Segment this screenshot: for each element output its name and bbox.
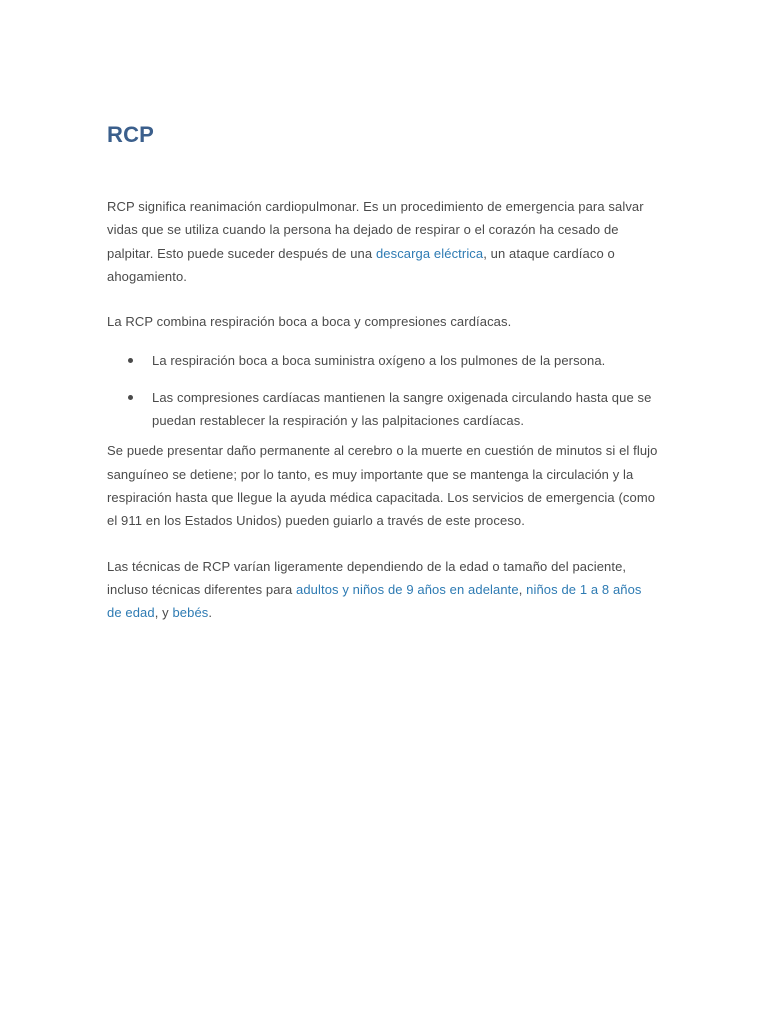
damage-paragraph: Se puede presentar daño permanente al cerebro o la muerte en cuestión de minutos si el flujo sanguíneo se detiene; por lo tanto, es muy importante que se mantenga la circulación y la respiración hasta que llegue la ayuda médica capacitada. Los servicios de emergencia (como el 911 en los Estados Unidos) pueden guiarlo a través de este proceso.: [107, 443, 658, 529]
adults-link[interactable]: adultos y niños de 9 años en adelante: [296, 581, 519, 597]
list-item-text: La respiración boca a boca suministra oxígeno a los pulmones de la persona.: [152, 353, 606, 369]
babies-link[interactable]: bebés: [172, 605, 209, 621]
children-link[interactable]: niños de 1 a 8 años de edad: [107, 581, 642, 621]
page-title: RCP: [107, 122, 155, 147]
intro-paragraph: [107, 195, 659, 288]
techniques-text-before: Las técnicas de RCP varían ligeramente dependiendo de la edad o tamaño del paciente, incluso técnicas diferentes para: [107, 558, 627, 597]
list-item-text: Las compresiones cardíacas mantienen la sangre oxigenada circulando hasta que se puedan restablecer la respiración y las palpitaciones cardíacas.: [152, 390, 652, 429]
bullet-icon: [128, 395, 133, 400]
list-item: [107, 386, 659, 432]
list-item: [107, 349, 659, 372]
separator-2: , y: [154, 605, 173, 621]
techniques-paragraph: [107, 555, 659, 625]
techniques-text-after: .: [208, 605, 213, 621]
article-content: [107, 120, 659, 625]
electric-shock-link[interactable]: descarga eléctrica: [375, 245, 484, 261]
bullet-icon: [128, 358, 133, 363]
combination-paragraph: La RCP combina respiración boca a boca y compresiones cardíacas.: [107, 314, 512, 330]
intro-text-before: RCP significa reanimación cardiopulmonar. Es un procedimiento de emergencia para salvar vidas que se utiliza cuando la persona ha dejado de respirar o el corazón ha cesado de palpitar. Esto puede suceder después de una: [107, 199, 644, 261]
bullet-list: [107, 349, 659, 432]
intro-text-after: , un ataque cardíaco o ahogamiento.: [107, 245, 615, 284]
separator-1: ,: [518, 581, 527, 597]
